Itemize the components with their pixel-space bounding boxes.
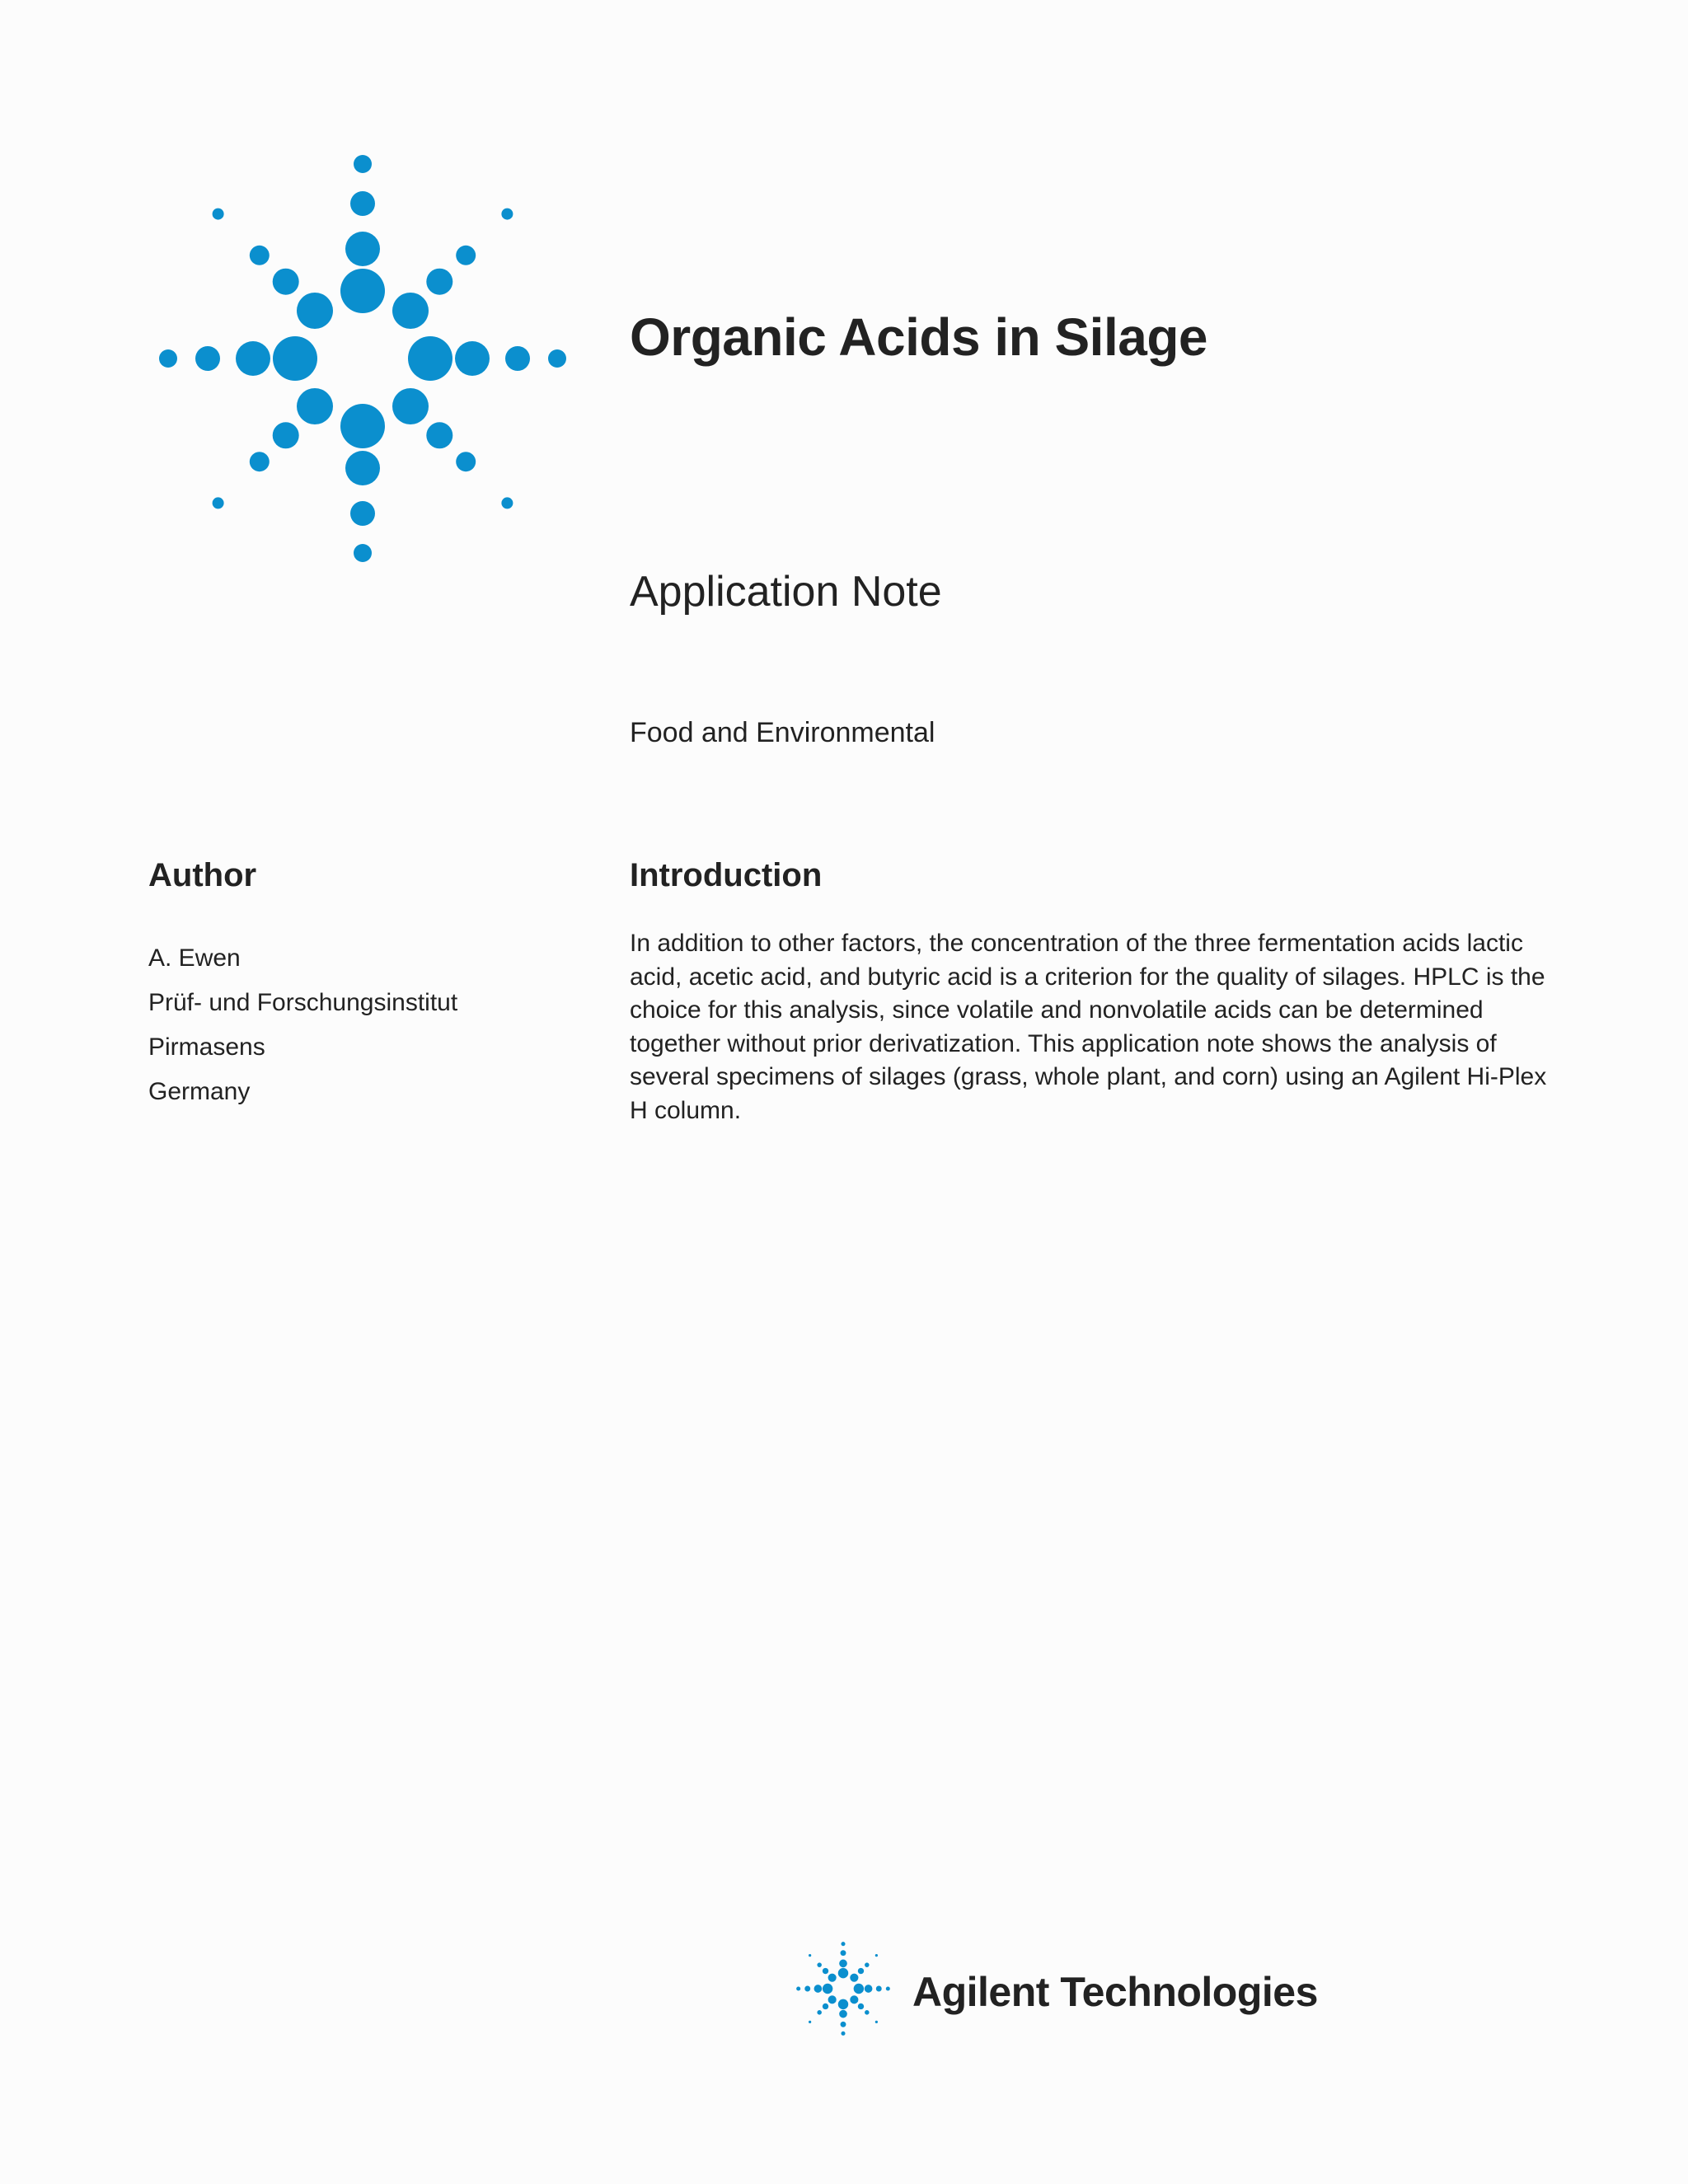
- spark-dot: [817, 1962, 822, 1967]
- spark-dot: [841, 1942, 845, 1946]
- spark-dot: [213, 209, 224, 220]
- spark-dot: [876, 1986, 882, 1992]
- document-category: Food and Environmental: [630, 717, 935, 748]
- spark-dot: [345, 232, 380, 266]
- spark-dot: [809, 2021, 811, 2023]
- spark-dot: [159, 349, 177, 368]
- spark-dot: [875, 2021, 878, 2023]
- spark-dot: [841, 2022, 846, 2027]
- spark-dot: [804, 1986, 810, 1992]
- spark-dot: [213, 497, 224, 509]
- spark-dot: [273, 269, 299, 295]
- spark-dot: [297, 388, 333, 424]
- author-list: [148, 936, 457, 1114]
- author-institute: Prüf- und Forschungsinstitut: [148, 989, 458, 1016]
- spark-dot: [392, 388, 429, 424]
- spark-dot: [838, 1999, 848, 2009]
- spark-dot: [340, 404, 385, 448]
- spark-dot: [828, 1974, 837, 1982]
- agilent-spark-logo-icon: [144, 140, 581, 577]
- spark-dot: [850, 1995, 858, 2004]
- spark-dot: [854, 1984, 864, 1994]
- spark-dot: [426, 422, 452, 448]
- spark-dot: [850, 1974, 858, 1982]
- author-city: Pirmasens: [148, 1033, 265, 1061]
- spark-dot: [875, 1954, 878, 1957]
- footer-brand-name: Agilent Technologies: [912, 1969, 1318, 2015]
- spark-dot: [354, 544, 372, 562]
- spark-dot: [841, 1950, 846, 1956]
- spark-dot: [548, 349, 566, 368]
- spark-dot: [865, 1985, 873, 1993]
- spark-dot: [297, 293, 333, 329]
- spark-dot: [345, 451, 380, 485]
- spark-dot: [195, 346, 220, 371]
- spark-dot: [350, 501, 375, 526]
- author-heading: Author: [148, 857, 257, 893]
- spark-dot: [839, 1960, 847, 1968]
- author-name: A. Ewen: [148, 944, 241, 972]
- spark-dot: [455, 341, 490, 376]
- spark-dot: [823, 1968, 828, 1974]
- spark-dot: [250, 246, 270, 265]
- introduction-body: In addition to other factors, the concentration of the three fermentation acids lactic acid, acetic acid, and butyric acid is a criterion for the quality of silages. HPLC is the choice for this analysis, since volatile and nonvolatile acids can be determined together without prior derivatization. This application note shows the analysis of several specimens of silages (grass, whole plant, and corn) using an Agilent Hi-Plex H column.: [630, 930, 1547, 1124]
- spark-dot: [273, 422, 299, 448]
- spark-dot: [858, 1968, 864, 1974]
- document-type: Application Note: [630, 568, 942, 616]
- spark-dot: [501, 209, 513, 220]
- spark-dot: [236, 341, 270, 376]
- spark-dot: [865, 1962, 870, 1967]
- spark-dot: [838, 1968, 848, 1978]
- spark-dot: [392, 293, 429, 329]
- spark-dot: [273, 336, 317, 381]
- agilent-footer-logo-icon: [793, 1938, 893, 2039]
- spark-dot: [886, 1986, 890, 1990]
- spark-dot: [354, 155, 372, 173]
- spark-dot: [823, 2004, 828, 2009]
- spark-dot: [841, 2032, 845, 2036]
- document-title: Organic Acids in Silage: [630, 307, 1207, 367]
- introduction-heading: Introduction: [630, 857, 823, 893]
- spark-dot: [426, 269, 452, 295]
- spark-dot: [796, 1986, 800, 1990]
- spark-dot: [858, 2004, 864, 2009]
- spark-dot: [250, 452, 270, 471]
- spark-dot: [814, 1985, 823, 1993]
- spark-dot: [828, 1995, 837, 2004]
- spark-dot: [505, 346, 530, 371]
- spark-dot: [809, 1954, 811, 1957]
- spark-dot: [340, 269, 385, 313]
- spark-dot: [456, 452, 476, 471]
- spark-dot: [456, 246, 476, 265]
- author-country: Germany: [148, 1078, 251, 1105]
- spark-dot: [501, 497, 513, 509]
- spark-dot: [817, 2010, 822, 2015]
- spark-dot: [350, 191, 375, 216]
- spark-dot: [839, 2010, 847, 2018]
- spark-dot: [865, 2010, 870, 2015]
- spark-dot: [823, 1984, 832, 1994]
- spark-dot: [408, 336, 452, 381]
